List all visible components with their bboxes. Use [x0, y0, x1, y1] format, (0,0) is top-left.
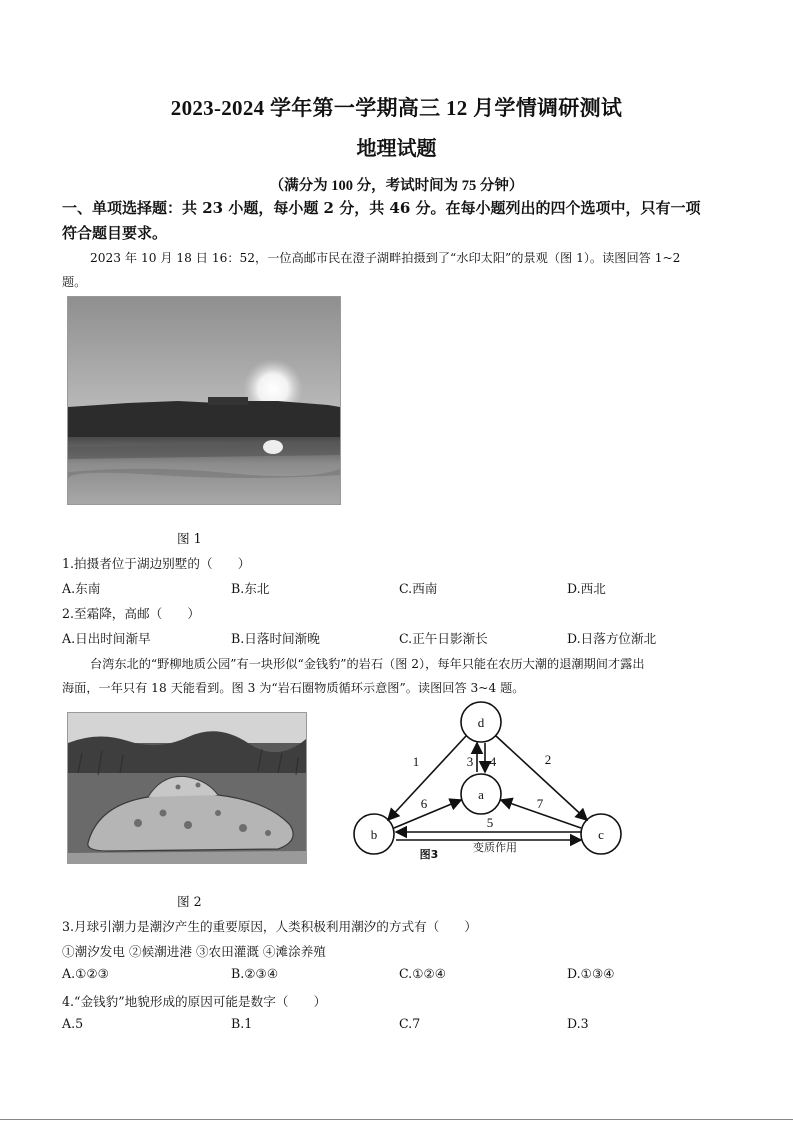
q2-option-b[interactable]: B.日落时间渐晚	[231, 631, 320, 646]
node-b-label: b	[370, 827, 378, 842]
node-d-label: d	[477, 715, 485, 730]
q1-stem: 1.拍摄者位于湖边别墅的（ ）	[62, 556, 251, 571]
exam-title: 2023-2024 学年第一学期高三 12 月学情调研测试	[170, 96, 623, 120]
arrow-7-label: 7	[536, 796, 544, 811]
sunset-lake-image	[68, 297, 340, 504]
q1-option-d[interactable]: D.西北	[567, 581, 606, 596]
leopard-rock-image	[68, 713, 306, 863]
q4-option-d[interactable]: D.3	[567, 1016, 589, 1031]
node-c-label: c	[598, 827, 604, 842]
arrow-6	[394, 800, 461, 828]
passage2-line2: 海面，一年只有 18 天能看到。图 3 为“岩石圈物质循环示意图”。读图回答 3~4 题。	[62, 681, 525, 695]
exam-note: （满分为 100 分，考试时间为 75 分钟）	[269, 178, 524, 194]
q2-stem: 2.至霜降，高邮（ ）	[62, 606, 200, 621]
q2-option-c[interactable]: C.正午日影渐长	[399, 631, 488, 646]
arrow-4-label: 4	[489, 754, 497, 769]
q1-option-c[interactable]: C.西南	[399, 581, 438, 596]
metamorphism-label: 变质作用	[473, 841, 517, 854]
q3-option-c[interactable]: C.①②④	[399, 966, 447, 981]
q2-option-a[interactable]: A.日出时间渐早	[62, 631, 151, 646]
figure1-photo	[67, 296, 341, 505]
page-bottom-rule	[0, 1119, 793, 1120]
figure2-caption: 图 2	[177, 894, 202, 909]
passage1-line2: 题。	[62, 275, 87, 289]
q4-option-a[interactable]: A.5	[62, 1016, 84, 1031]
passage2-line1: 台湾东北的“野柳地质公园”有一块形似“金钱豹”的岩石（图 2），每年只能在农历大潮的退潮期间才露出	[90, 657, 645, 671]
q1-option-b[interactable]: B.东北	[231, 581, 270, 596]
q4-stem: 4.“金钱豹”地貌形成的原因可能是数字（ ）	[62, 994, 327, 1009]
arrow-2-label: 2	[544, 752, 552, 767]
q2-option-d[interactable]: D.日落方位渐北	[567, 631, 657, 646]
section-heading-line1: 一、单项选择题：共 23 小题，每小题 2 分，共 46 分。在每小题列出的四个选项中，只有一项	[62, 199, 701, 217]
q4-option-c[interactable]: C.7	[399, 1016, 421, 1031]
q3-option-b[interactable]: B.②③④	[231, 966, 279, 981]
arrow-5-label: 5	[486, 815, 494, 830]
figure3-caption: 图3	[419, 848, 439, 861]
arrow-1-label: 1	[412, 754, 420, 769]
figure1-caption: 图 1	[177, 531, 202, 546]
q3-stem: 3.月球引潮力是潮汐产生的重要原因，人类积极利用潮汐的方式有（ ）	[62, 919, 478, 934]
node-a-label: a	[478, 787, 484, 802]
arrow-3-label: 3	[466, 754, 474, 769]
figure2-photo	[67, 712, 307, 864]
q3-items: ①潮汐发电 ②候潮进港 ③农田灌溉 ④滩涂养殖	[62, 944, 326, 959]
rock-cycle-diagram	[340, 696, 640, 864]
arrow-6-label: 6	[420, 796, 428, 811]
q4-option-b[interactable]: B.1	[231, 1016, 253, 1031]
section-heading-line2: 符合题目要求。	[62, 224, 168, 242]
q1-option-a[interactable]: A.东南	[62, 581, 101, 596]
q3-option-a[interactable]: A.①②③	[62, 966, 109, 981]
subject-title: 地理试题	[356, 138, 437, 160]
q3-option-d[interactable]: D.①③④	[567, 966, 615, 981]
passage1-line1: 2023 年 10 月 18 日 16：52，一位高邮市民在澄子湖畔拍摄到了“水印太阳”的景观（图 1）。读图回答 1~2	[90, 251, 681, 265]
